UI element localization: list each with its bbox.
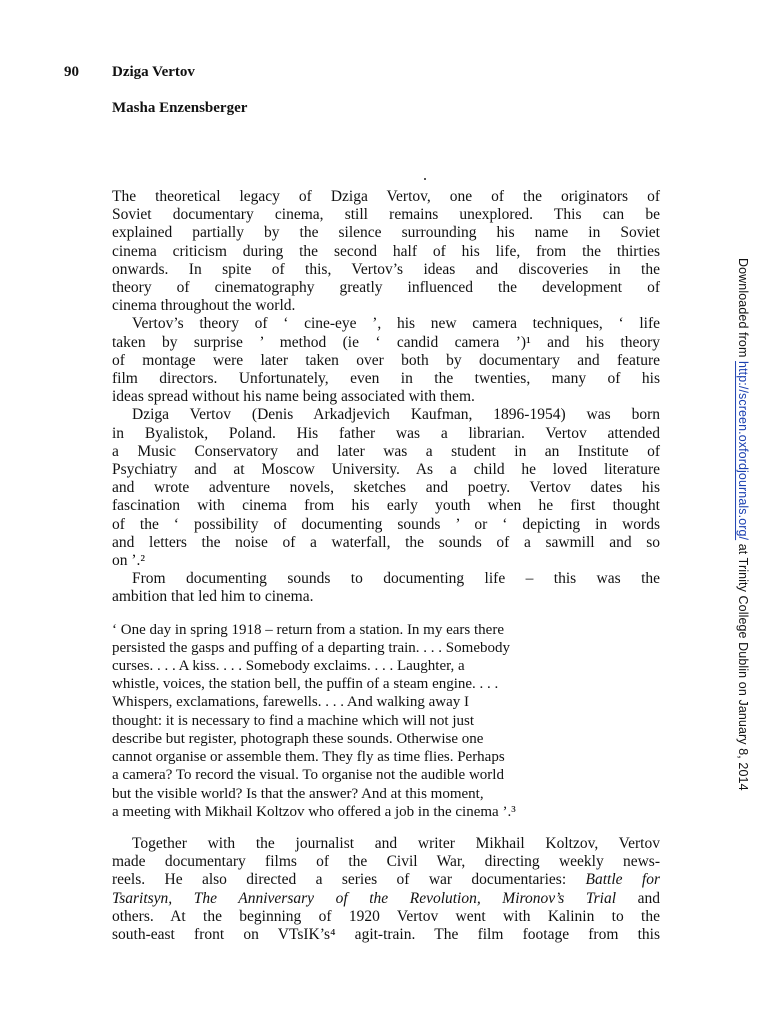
text-line: cinema criticism during the second half of his life, from the thirties [112,242,660,260]
journal-link[interactable]: http://screen.oxfordjournals.org/ [736,361,750,541]
text-line [112,871,660,889]
text-line: Psychiatry and at Moscow University. As a child he loved literature [112,461,660,479]
film-titles: The Anniversary of the Revolution, Mironov’s Trial [193,889,617,907]
text-line: others. At the beginning of 1920 Vertov went with Kalinin to the [112,907,660,925]
text-line: theory of cinematography greatly influenced the development of [112,279,660,297]
speck [424,178,426,180]
quote-line: describe but register, photograph these sounds. Otherwise one [112,730,484,747]
text-line: of montage were later taken over both by documentary and feature [112,351,660,369]
text-line [112,890,660,908]
text-line: Dziga Vertov (Denis Arkadjevich Kaufman, 1896-1954) was born [132,406,660,424]
paragraph-4 [112,570,660,606]
text-line: ambition that led him to cinema. [112,588,314,606]
paragraph-1 [112,188,660,315]
running-title: Dziga Vertov [112,64,195,80]
block-quote [112,621,660,821]
article-body [112,188,660,944]
quote-line: thought: it is necessary to find a machine which will not just [112,712,475,729]
quote-line: a meeting with Mikhail Koltzov who offered a job in the cinema ’.³ [112,803,516,820]
film-title: Tsaritsyn, [112,889,194,907]
text-line: Vertov’s theory of ‘ cine-eye ’, his new camera techniques, ‘ life [132,315,660,333]
text-line: south-east front on VTsIK’s⁴ agit-train. The film footage from this [112,925,660,943]
line-tail: and [616,889,660,907]
text-line: The theoretical legacy of Dziga Vertov, one of the originators of [112,188,660,205]
text-line: of the ‘ possibility of documenting sounds ’ or ‘ depicting in words [112,515,660,533]
paragraph-2 [112,315,660,406]
page-number: 90 [64,64,79,80]
text-line: in Byalistok, Poland. His father was a librarian. Vertov attended [112,424,660,442]
film-title: Battle for [585,871,660,889]
text-line: a Music Conservatory and later was a student in an Institute of [112,442,660,460]
text-line: Soviet documentary cinema, still remains unexplored. This can be [112,206,660,224]
text-line: on ’.² [112,552,146,570]
watermark-suffix: at Trinity College Dublin on January 8, 2014 [736,540,750,791]
text-line: From documenting sounds to documenting life – this was the [132,570,660,588]
text-line: and letters the noise of a waterfall, the sounds of a sawmill and so [112,533,660,551]
quote-line: persisted the gasps and puffing of a departing train. . . . Somebody [112,639,510,656]
download-watermark [736,258,750,791]
line-text: reels. He also directed a series of war documentaries: [112,871,586,889]
text-line: Together with the journalist and writer Mikhail Koltzov, Vertov [132,834,660,852]
quote-line: whistle, voices, the station bell, the puffin of a steam engine. . . . [112,676,499,693]
text-line: fascination with cinema from his early youth when he first thought [112,497,660,515]
quote-line: but the visible world? Is that the answer? And at this moment, [112,785,484,802]
author-name: Masha Enzensberger [112,100,248,116]
text-line: taken by surprise ’ method (ie ‘ candid camera ’)¹ and his theory [112,333,660,351]
quote-line: ‘ One day in spring 1918 – return from a station. In my ears there [112,621,504,638]
text-line: explained partially by the silence surrounding his name in Soviet [112,224,660,242]
quote-line: curses. . . . A kiss. . . . Somebody exclaims. . . . Laughter, a [112,658,465,675]
text-line: ideas spread without his name being associated with them. [112,388,475,406]
quote-line: cannot organise or assemble them. They fly as time flies. Perhaps [112,749,505,766]
text-line: film directors. Unfortunately, even in the twenties, many of his [112,370,660,388]
text-line: and wrote adventure novels, sketches and poetry. Vertov dates his [112,479,660,497]
paragraph-5 [112,835,660,944]
watermark-prefix: Downloaded from [736,258,750,362]
text-line: made documentary films of the Civil War, directing weekly news- [112,853,660,871]
text-line: onwards. In spite of this, Vertov’s ideas and discoveries in the [112,260,660,278]
quote-line: Whispers, exclamations, farewells. . . . And walking away I [112,694,469,711]
text-line: cinema throughout the world. [112,297,296,315]
quote-line: a camera? To record the visual. To organise not the audible world [112,767,504,784]
running-header [64,64,195,81]
paragraph-3 [112,406,660,570]
